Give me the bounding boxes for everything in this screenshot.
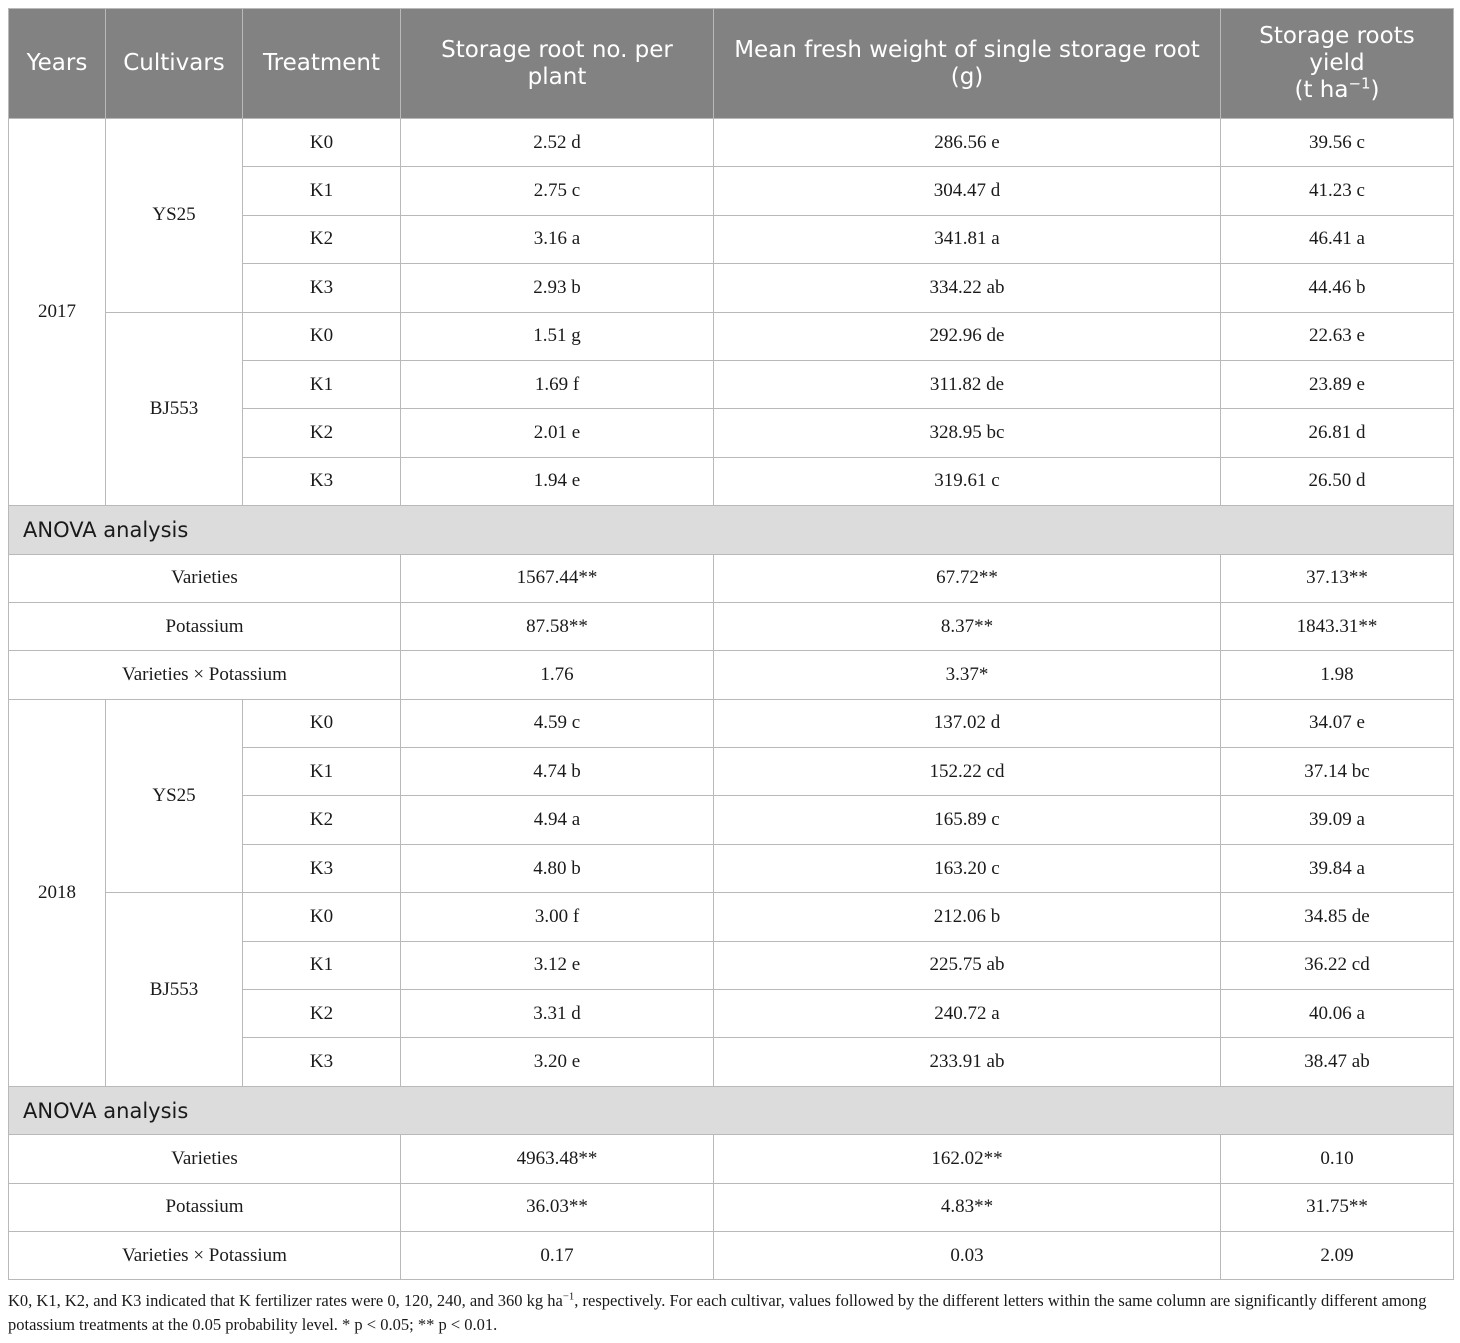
treatment-cell: K1 bbox=[243, 941, 401, 989]
header-yield-unit-suffix: ) bbox=[1370, 77, 1380, 103]
footnote-sup: −1 bbox=[562, 1290, 575, 1303]
root-number-cell: 2.93 b bbox=[401, 264, 714, 312]
fresh-weight-cell: 311.82 de bbox=[714, 360, 1221, 408]
yield-cell: 39.56 c bbox=[1221, 119, 1454, 167]
fresh-weight-cell: 286.56 e bbox=[714, 119, 1221, 167]
treatment-cell: K1 bbox=[243, 748, 401, 796]
yield-cell: 46.41 a bbox=[1221, 215, 1454, 263]
fresh-weight-cell: 165.89 c bbox=[714, 796, 1221, 844]
header-yield-unit-prefix: (t ha bbox=[1294, 77, 1349, 103]
table-row bbox=[9, 119, 1454, 167]
anova-row bbox=[9, 602, 1454, 650]
yield-cell: 26.50 d bbox=[1221, 457, 1454, 505]
anova-title: ANOVA analysis bbox=[9, 506, 1454, 554]
treatment-cell: K1 bbox=[243, 360, 401, 408]
header-yield bbox=[1221, 9, 1454, 119]
anova-root-number-cell: 1567.44** bbox=[401, 554, 714, 602]
anova-label-cell: Potassium bbox=[9, 1183, 401, 1231]
table-body bbox=[9, 119, 1454, 1280]
anova-yield-cell: 37.13** bbox=[1221, 554, 1454, 602]
yield-cell: 36.22 cd bbox=[1221, 941, 1454, 989]
treatment-cell: K0 bbox=[243, 699, 401, 747]
anova-yield-cell: 2.09 bbox=[1221, 1231, 1454, 1279]
header-yield-unit-sup: −1 bbox=[1348, 74, 1371, 93]
year-cell: 2018 bbox=[9, 699, 106, 1086]
root-number-cell: 3.16 a bbox=[401, 215, 714, 263]
yield-cell: 23.89 e bbox=[1221, 360, 1454, 408]
treatment-cell: K2 bbox=[243, 990, 401, 1038]
fresh-weight-cell: 225.75 ab bbox=[714, 941, 1221, 989]
root-number-cell: 3.31 d bbox=[401, 990, 714, 1038]
fresh-weight-cell: 233.91 ab bbox=[714, 1038, 1221, 1086]
yield-cell: 22.63 e bbox=[1221, 312, 1454, 360]
header-cultivars: Cultivars bbox=[106, 9, 243, 119]
footnote-text-part1: K0, K1, K2, and K3 indicated that K fertilizer rates were 0, 120, 240, and 360 kg ha bbox=[8, 1291, 563, 1310]
cultivar-cell: YS25 bbox=[106, 119, 243, 313]
anova-fresh-weight-cell: 67.72** bbox=[714, 554, 1221, 602]
yield-cell: 34.85 de bbox=[1221, 893, 1454, 941]
root-number-cell: 2.75 c bbox=[401, 167, 714, 215]
anova-root-number-cell: 36.03** bbox=[401, 1183, 714, 1231]
yield-cell: 34.07 e bbox=[1221, 699, 1454, 747]
table-footnote bbox=[8, 1289, 1456, 1337]
root-number-cell: 4.80 b bbox=[401, 844, 714, 892]
fresh-weight-cell: 240.72 a bbox=[714, 990, 1221, 1038]
anova-label-cell: Potassium bbox=[9, 602, 401, 650]
anova-header-row bbox=[9, 506, 1454, 554]
anova-label-cell: Varieties bbox=[9, 1135, 401, 1183]
table-row bbox=[9, 893, 1454, 941]
anova-row bbox=[9, 651, 1454, 699]
root-number-cell: 3.12 e bbox=[401, 941, 714, 989]
anova-fresh-weight-cell: 8.37** bbox=[714, 602, 1221, 650]
root-number-cell: 2.52 d bbox=[401, 119, 714, 167]
root-number-cell: 1.51 g bbox=[401, 312, 714, 360]
root-number-cell: 4.59 c bbox=[401, 699, 714, 747]
header-yield-label: Storage roots yield bbox=[1259, 23, 1415, 76]
anova-fresh-weight-cell: 4.83** bbox=[714, 1183, 1221, 1231]
anova-fresh-weight-cell: 162.02** bbox=[714, 1135, 1221, 1183]
results-table bbox=[8, 8, 1454, 1280]
yield-cell: 44.46 b bbox=[1221, 264, 1454, 312]
yield-cell: 39.84 a bbox=[1221, 844, 1454, 892]
root-number-cell: 4.74 b bbox=[401, 748, 714, 796]
anova-label-cell: Varieties bbox=[9, 554, 401, 602]
yield-cell: 41.23 c bbox=[1221, 167, 1454, 215]
header-row bbox=[9, 9, 1454, 119]
fresh-weight-cell: 304.47 d bbox=[714, 167, 1221, 215]
treatment-cell: K3 bbox=[243, 844, 401, 892]
treatment-cell: K3 bbox=[243, 264, 401, 312]
treatment-cell: K0 bbox=[243, 893, 401, 941]
anova-fresh-weight-cell: 0.03 bbox=[714, 1231, 1221, 1279]
header-root-number-label: Storage root no. per plant bbox=[441, 36, 673, 90]
yield-cell: 39.09 a bbox=[1221, 796, 1454, 844]
header-years: Years bbox=[9, 9, 106, 119]
anova-label-cell: Varieties × Potassium bbox=[9, 651, 401, 699]
header-fresh-weight-label: Mean fresh weight of single storage root (g) bbox=[734, 36, 1200, 90]
root-number-cell: 4.94 a bbox=[401, 796, 714, 844]
anova-label-cell: Varieties × Potassium bbox=[9, 1231, 401, 1279]
anova-root-number-cell: 1.76 bbox=[401, 651, 714, 699]
header-treatment: Treatment bbox=[243, 9, 401, 119]
yield-cell: 26.81 d bbox=[1221, 409, 1454, 457]
anova-title: ANOVA analysis bbox=[9, 1086, 1454, 1134]
fresh-weight-cell: 152.22 cd bbox=[714, 748, 1221, 796]
treatment-cell: K2 bbox=[243, 796, 401, 844]
cultivar-cell: BJ553 bbox=[106, 893, 243, 1087]
header-yield-unit bbox=[1221, 74, 1453, 104]
treatment-cell: K2 bbox=[243, 215, 401, 263]
root-number-cell: 2.01 e bbox=[401, 409, 714, 457]
root-number-cell: 3.20 e bbox=[401, 1038, 714, 1086]
treatment-cell: K2 bbox=[243, 409, 401, 457]
treatment-cell: K0 bbox=[243, 119, 401, 167]
fresh-weight-cell: 319.61 c bbox=[714, 457, 1221, 505]
anova-root-number-cell: 4963.48** bbox=[401, 1135, 714, 1183]
fresh-weight-cell: 212.06 b bbox=[714, 893, 1221, 941]
anova-row bbox=[9, 1135, 1454, 1183]
anova-root-number-cell: 87.58** bbox=[401, 602, 714, 650]
anova-header-row bbox=[9, 1086, 1454, 1134]
cultivar-cell: YS25 bbox=[106, 699, 243, 893]
header-root-number bbox=[401, 9, 714, 119]
fresh-weight-cell: 163.20 c bbox=[714, 844, 1221, 892]
fresh-weight-cell: 292.96 de bbox=[714, 312, 1221, 360]
treatment-cell: K1 bbox=[243, 167, 401, 215]
root-number-cell: 1.69 f bbox=[401, 360, 714, 408]
treatment-cell: K3 bbox=[243, 1038, 401, 1086]
cultivar-cell: BJ553 bbox=[106, 312, 243, 506]
yield-cell: 40.06 a bbox=[1221, 990, 1454, 1038]
yield-cell: 38.47 ab bbox=[1221, 1038, 1454, 1086]
anova-yield-cell: 0.10 bbox=[1221, 1135, 1454, 1183]
anova-row bbox=[9, 1231, 1454, 1279]
anova-yield-cell: 1.98 bbox=[1221, 651, 1454, 699]
table-row bbox=[9, 699, 1454, 747]
footnote-text-part2: , respectively. For each cultivar, values followed by the different letters within the same column are significantly different among potassium treatments at the 0.05 probability level. * p < 0.05; ** p < 0.01. bbox=[8, 1291, 1427, 1334]
anova-row bbox=[9, 554, 1454, 602]
anova-row bbox=[9, 1183, 1454, 1231]
fresh-weight-cell: 341.81 a bbox=[714, 215, 1221, 263]
root-number-cell: 3.00 f bbox=[401, 893, 714, 941]
treatment-cell: K0 bbox=[243, 312, 401, 360]
anova-fresh-weight-cell: 3.37* bbox=[714, 651, 1221, 699]
year-cell: 2017 bbox=[9, 119, 106, 506]
root-number-cell: 1.94 e bbox=[401, 457, 714, 505]
treatment-cell: K3 bbox=[243, 457, 401, 505]
fresh-weight-cell: 137.02 d bbox=[714, 699, 1221, 747]
fresh-weight-cell: 328.95 bc bbox=[714, 409, 1221, 457]
anova-yield-cell: 31.75** bbox=[1221, 1183, 1454, 1231]
header-fresh-weight bbox=[714, 9, 1221, 119]
fresh-weight-cell: 334.22 ab bbox=[714, 264, 1221, 312]
table-row bbox=[9, 312, 1454, 360]
anova-root-number-cell: 0.17 bbox=[401, 1231, 714, 1279]
yield-cell: 37.14 bc bbox=[1221, 748, 1454, 796]
anova-yield-cell: 1843.31** bbox=[1221, 602, 1454, 650]
